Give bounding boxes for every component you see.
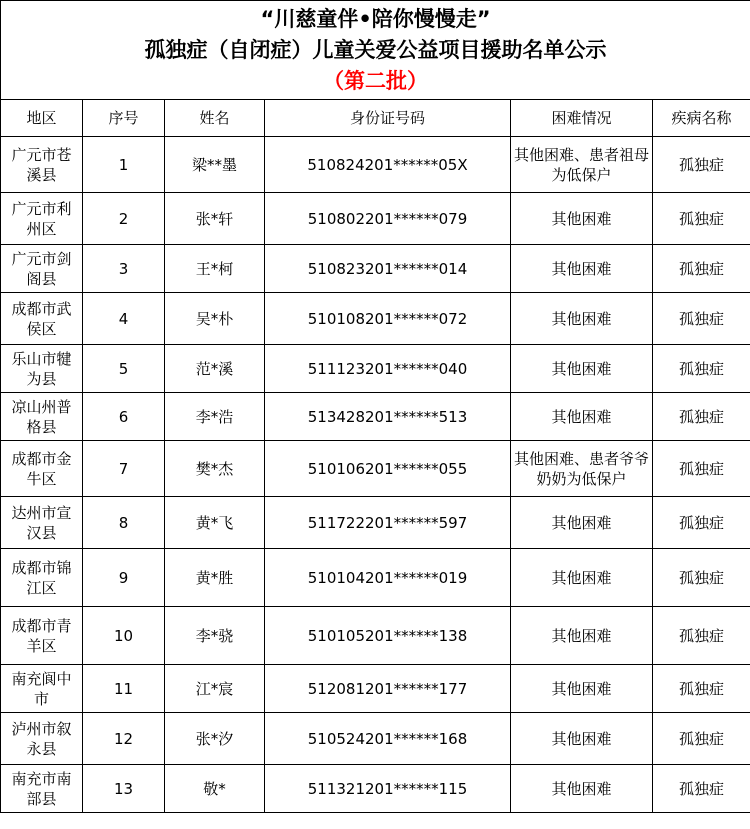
table-row <box>1 497 750 549</box>
table-cell-region: 广元市苍溪县 <box>1 137 83 193</box>
column-header-name: 姓名 <box>165 100 265 137</box>
table-cell-name: 敬* <box>165 765 265 813</box>
table-cell-name: 梁**墨 <box>165 137 265 193</box>
table-cell-region: 广元市剑阁县 <box>1 245 83 293</box>
table-cell-disease: 孤独症 <box>653 245 750 293</box>
table-cell-region: 成都市锦江区 <box>1 549 83 607</box>
table-cell-disease: 孤独症 <box>653 137 750 193</box>
table-cell-number: 9 <box>83 549 165 607</box>
table-cell-region: 凉山州普格县 <box>1 393 83 441</box>
table-cell-number: 7 <box>83 441 165 497</box>
column-header-id: 身份证号码 <box>265 100 511 137</box>
table-cell-number: 4 <box>83 293 165 345</box>
table-row <box>1 345 750 393</box>
table-cell-hardship: 其他困难、患者爷爷奶奶为低保户 <box>511 441 653 497</box>
table-cell-disease: 孤独症 <box>653 607 750 665</box>
table-cell-disease: 孤独症 <box>653 193 750 245</box>
table-row <box>1 607 750 665</box>
table-cell-region: 达州市宣汉县 <box>1 497 83 549</box>
table-cell-region: 南充市南部县 <box>1 765 83 813</box>
table-cell-disease: 孤独症 <box>653 497 750 549</box>
table-cell-disease: 孤独症 <box>653 345 750 393</box>
table-cell-hardship: 其他困难 <box>511 713 653 765</box>
table-cell-id: 510108201******072 <box>265 293 511 345</box>
table-row <box>1 713 750 765</box>
column-header-hardship: 困难情况 <box>511 100 653 137</box>
table-cell-hardship: 其他困难 <box>511 193 653 245</box>
table-cell-name: 江*宸 <box>165 665 265 713</box>
title-row <box>1 1 750 100</box>
table-cell-number: 12 <box>83 713 165 765</box>
table-cell-id: 510823201******014 <box>265 245 511 293</box>
table-cell-region: 乐山市犍为县 <box>1 345 83 393</box>
table-cell-name: 李*浩 <box>165 393 265 441</box>
table-cell-disease: 孤独症 <box>653 393 750 441</box>
table-cell-hardship: 其他困难 <box>511 665 653 713</box>
table-cell-number: 11 <box>83 665 165 713</box>
table-cell-id: 511722201******597 <box>265 497 511 549</box>
title-block <box>1 1 750 100</box>
table-cell-id: 513428201******513 <box>265 393 511 441</box>
table-row <box>1 293 750 345</box>
table-cell-hardship: 其他困难 <box>511 765 653 813</box>
table-cell-hardship: 其他困难 <box>511 345 653 393</box>
table-cell-id: 511123201******040 <box>265 345 511 393</box>
project-slogan: “川慈童伴•陪你慢慢走” <box>260 6 491 31</box>
table-cell-name: 吴*朴 <box>165 293 265 345</box>
column-header-number: 序号 <box>83 100 165 137</box>
table-cell-id: 510524201******168 <box>265 713 511 765</box>
table-cell-id: 510106201******055 <box>265 441 511 497</box>
table-row <box>1 765 750 813</box>
table-cell-region: 南充阆中市 <box>1 665 83 713</box>
table-cell-hardship: 其他困难 <box>511 497 653 549</box>
table-cell-name: 范*溪 <box>165 345 265 393</box>
table-cell-region: 成都市武侯区 <box>1 293 83 345</box>
table-cell-name: 李*骁 <box>165 607 265 665</box>
table-row <box>1 441 750 497</box>
table-cell-disease: 孤独症 <box>653 441 750 497</box>
table-row <box>1 137 750 193</box>
table-cell-name: 黄*胜 <box>165 549 265 607</box>
column-header-region: 地区 <box>1 100 83 137</box>
table-cell-number: 10 <box>83 607 165 665</box>
table-row <box>1 245 750 293</box>
table-cell-hardship: 其他困难 <box>511 549 653 607</box>
table-cell-number: 8 <box>83 497 165 549</box>
table-cell-id: 512081201******177 <box>265 665 511 713</box>
table-cell-disease: 孤独症 <box>653 293 750 345</box>
table-cell-id: 510802201******079 <box>265 193 511 245</box>
table-cell-disease: 孤独症 <box>653 665 750 713</box>
table-row <box>1 393 750 441</box>
table-cell-name: 张*轩 <box>165 193 265 245</box>
table-cell-region: 成都市金牛区 <box>1 441 83 497</box>
table-cell-name: 黄*飞 <box>165 497 265 549</box>
batch-label: （第二批） <box>323 68 429 93</box>
table-cell-name: 樊*杰 <box>165 441 265 497</box>
table-cell-number: 6 <box>83 393 165 441</box>
table-cell-disease: 孤独症 <box>653 549 750 607</box>
table-cell-id: 510104201******019 <box>265 549 511 607</box>
table-cell-name: 张*汐 <box>165 713 265 765</box>
table-cell-hardship: 其他困难 <box>511 607 653 665</box>
table-cell-hardship: 其他困难 <box>511 245 653 293</box>
table-cell-number: 5 <box>83 345 165 393</box>
table-cell-number: 3 <box>83 245 165 293</box>
table-cell-id: 510824201******05X <box>265 137 511 193</box>
table-cell-id: 511321201******115 <box>265 765 511 813</box>
table-cell-region: 广元市利州区 <box>1 193 83 245</box>
table-cell-region: 成都市青羊区 <box>1 607 83 665</box>
table-cell-name: 王*柯 <box>165 245 265 293</box>
table-header-row <box>1 100 750 137</box>
table-row <box>1 665 750 713</box>
table-cell-disease: 孤独症 <box>653 713 750 765</box>
table-cell-number: 1 <box>83 137 165 193</box>
table-cell-hardship: 其他困难、患者祖母为低保户 <box>511 137 653 193</box>
table-cell-region: 泸州市叙永县 <box>1 713 83 765</box>
column-header-disease: 疾病名称 <box>653 100 750 137</box>
table-cell-number: 2 <box>83 193 165 245</box>
table-row <box>1 193 750 245</box>
table-row <box>1 549 750 607</box>
table-cell-number: 13 <box>83 765 165 813</box>
table-cell-hardship: 其他困难 <box>511 393 653 441</box>
table-cell-hardship: 其他困难 <box>511 293 653 345</box>
table-cell-id: 510105201******138 <box>265 607 511 665</box>
page-title: 孤独症（自闭症）儿童关爱公益项目援助名单公示 <box>144 37 607 62</box>
table-cell-disease: 孤独症 <box>653 765 750 813</box>
